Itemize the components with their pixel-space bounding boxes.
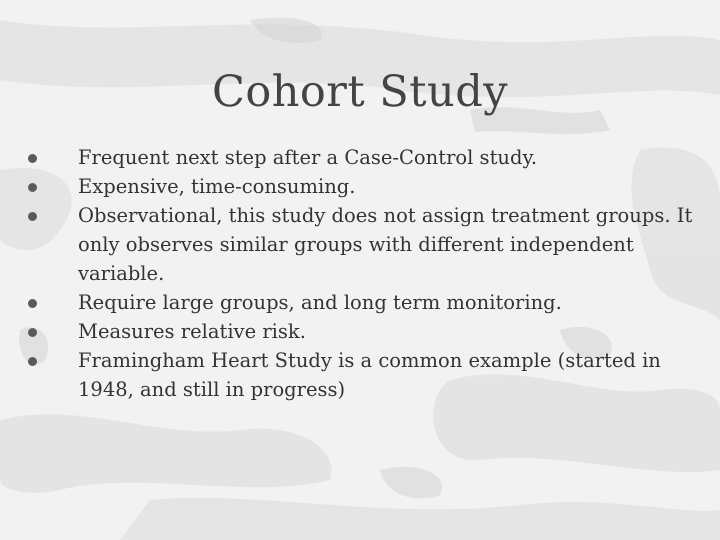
bullet-text: Measures relative risk. [78, 320, 306, 343]
bullet-item [26, 346, 706, 404]
bullet-text: Expensive, time-consuming. [78, 175, 356, 198]
bullet-icon [28, 299, 37, 308]
bullet-icon [28, 183, 37, 192]
bullet-icon [28, 154, 37, 163]
bullet-icon [28, 357, 37, 366]
bullet-list [26, 143, 706, 404]
bullet-item [26, 317, 706, 346]
bullet-icon [28, 328, 37, 337]
bullet-item [26, 172, 706, 201]
bullet-item [26, 201, 706, 288]
bullet-text: Observational, this study does not assign treatment groups. It only observes similar groups with different independent variable. [78, 204, 693, 285]
bullet-icon [28, 212, 37, 221]
bullet-text: Require large groups, and long term monitoring. [78, 291, 562, 314]
bullet-item [26, 288, 706, 317]
bullet-item [26, 143, 706, 172]
slide-title: Cohort Study [211, 67, 509, 117]
bullet-text: Framingham Heart Study is a common example (started in 1948, and still in progress) [78, 349, 661, 401]
bullet-text: Frequent next step after a Case-Control study. [78, 146, 538, 169]
